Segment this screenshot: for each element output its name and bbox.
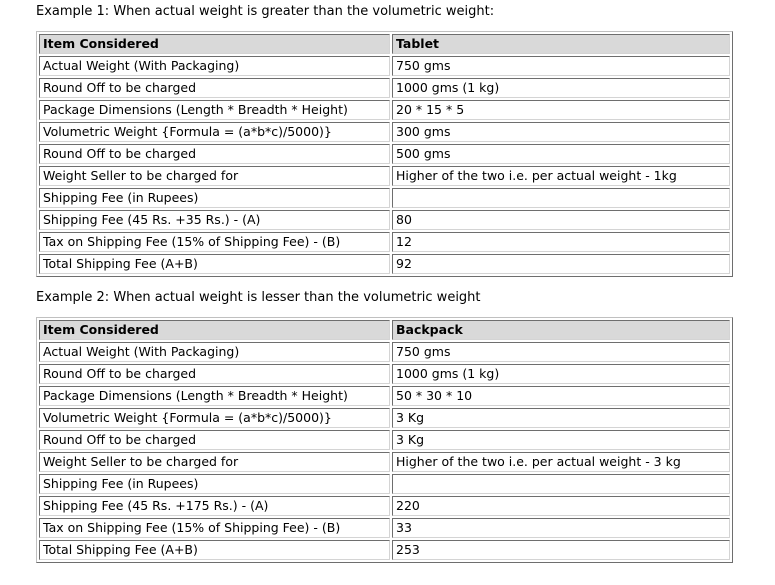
row-label: Shipping Fee (in Rupees) [39, 188, 390, 208]
row-value: 92 [392, 254, 730, 274]
row-label: Total Shipping Fee (A+B) [39, 540, 390, 560]
table-row [39, 78, 730, 98]
row-label: Round Off to be charged [39, 78, 390, 98]
row-label: Shipping Fee (45 Rs. +35 Rs.) - (A) [39, 210, 390, 230]
table-row [39, 474, 730, 494]
table-row [39, 452, 730, 472]
example-1-caption: Example 1: When actual weight is greater than the volumetric weight: [36, 4, 495, 19]
row-value: 750 gms [392, 56, 730, 76]
header-item-considered: Item Considered [39, 34, 390, 54]
table-row [39, 100, 730, 120]
row-label: Package Dimensions (Length * Breadth * Height) [39, 100, 390, 120]
row-value: Higher of the two i.e. per actual weight - 1kg [392, 166, 730, 186]
table-row [39, 232, 730, 252]
row-value: 300 gms [392, 122, 730, 142]
row-value: 3 Kg [392, 430, 730, 450]
table-row [39, 342, 730, 362]
table-header-row [39, 320, 730, 340]
example-2-caption: Example 2: When actual weight is lesser than the volumetric weight [36, 290, 481, 305]
row-label: Package Dimensions (Length * Breadth * Height) [39, 386, 390, 406]
table-row [39, 518, 730, 538]
table-row [39, 144, 730, 164]
row-value [392, 474, 730, 494]
row-label: Weight Seller to be charged for [39, 452, 390, 472]
table-row [39, 166, 730, 186]
table-row [39, 210, 730, 230]
table-row [39, 254, 730, 274]
row-label: Actual Weight (With Packaging) [39, 56, 390, 76]
row-label: Round Off to be charged [39, 364, 390, 384]
row-label: Round Off to be charged [39, 144, 390, 164]
row-value [392, 188, 730, 208]
table-row [39, 122, 730, 142]
table-row [39, 408, 730, 428]
row-label: Tax on Shipping Fee (15% of Shipping Fee) - (B) [39, 232, 390, 252]
row-value: 12 [392, 232, 730, 252]
row-label: Tax on Shipping Fee (15% of Shipping Fee) - (B) [39, 518, 390, 538]
table-row [39, 56, 730, 76]
row-value: 500 gms [392, 144, 730, 164]
table-row [39, 386, 730, 406]
row-label: Round Off to be charged [39, 430, 390, 450]
example-2-table [36, 317, 733, 563]
row-value: 80 [392, 210, 730, 230]
row-value: 253 [392, 540, 730, 560]
row-label: Total Shipping Fee (A+B) [39, 254, 390, 274]
row-value: 50 * 30 * 10 [392, 386, 730, 406]
row-value: Higher of the two i.e. per actual weight - 3 kg [392, 452, 730, 472]
header-item-considered: Item Considered [39, 320, 390, 340]
row-label: Actual Weight (With Packaging) [39, 342, 390, 362]
row-value: 1000 gms (1 kg) [392, 364, 730, 384]
row-value: 750 gms [392, 342, 730, 362]
row-value: 220 [392, 496, 730, 516]
row-value: 1000 gms (1 kg) [392, 78, 730, 98]
row-label: Volumetric Weight {Formula = (a*b*c)/5000)} [39, 408, 390, 428]
row-value: 20 * 15 * 5 [392, 100, 730, 120]
header-product: Backpack [392, 320, 730, 340]
table-row [39, 364, 730, 384]
table-row [39, 540, 730, 560]
table-row [39, 188, 730, 208]
table-header-row [39, 34, 730, 54]
row-label: Shipping Fee (45 Rs. +175 Rs.) - (A) [39, 496, 390, 516]
row-value: 33 [392, 518, 730, 538]
row-label: Weight Seller to be charged for [39, 166, 390, 186]
example-1-table [36, 31, 733, 277]
table-row [39, 496, 730, 516]
header-product: Tablet [392, 34, 730, 54]
row-label: Shipping Fee (in Rupees) [39, 474, 390, 494]
table-row [39, 430, 730, 450]
row-label: Volumetric Weight {Formula = (a*b*c)/5000)} [39, 122, 390, 142]
row-value: 3 Kg [392, 408, 730, 428]
